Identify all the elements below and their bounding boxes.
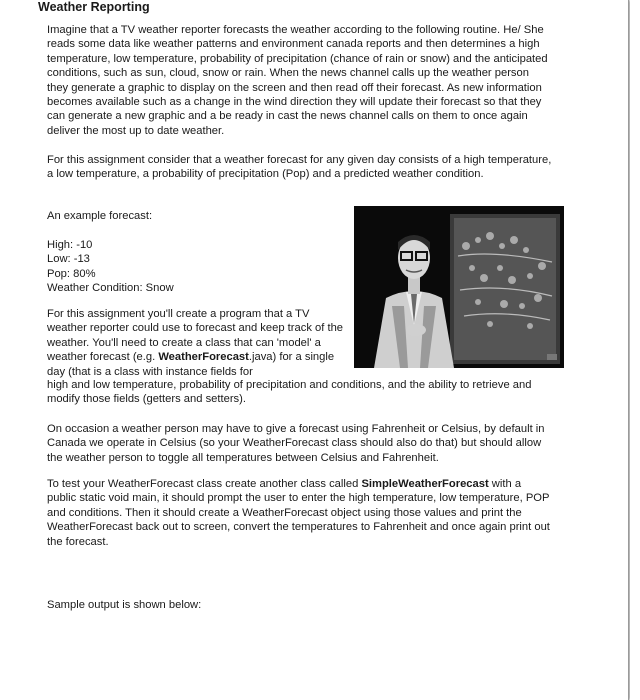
page-gutter	[630, 0, 640, 700]
temperature-units-paragraph: On occasion a weather person may have to give a forecast using Fahrenheit or Celsius, by default in Canada we operate in Celsius (so your WeatherForecast class should also do that) but should allow the weather person to toggle all temperatures between Celsius and Fahrenheit.	[47, 423, 545, 464]
forecast-high: High: -10	[47, 239, 93, 251]
assignment-definition-paragraph: For this assignment consider that a weather forecast for any given day consists of a high temperature, a low temperature, a probability of precipitation (Pop) and a predicted weather condition.	[47, 154, 552, 181]
testing-paragraph	[47, 477, 553, 549]
example-forecast-list	[47, 238, 174, 296]
program-paragraph-text-2: .java) for a single day (that is a class with instance fields for	[47, 351, 335, 378]
document-title: Weather Reporting	[38, 0, 150, 14]
weatherman-photo-illustration	[354, 206, 564, 368]
sample-output-label: Sample output is shown below:	[47, 599, 202, 611]
intro-paragraph: Imagine that a TV weather reporter forecasts the weather according to the following routine. He/ She reads some data like weather patterns and environment canada reports and then determines a high temperature, low temperature, probability of precipitation (chance of rain or snow) and the anticipated conditions, such as sun, cloud, snow or rain. When the news channel calls up the weather person they generate a graphic to display on the screen and then read off their forecast. As new information becomes available such as a change in the wind direction they will update their forecast so that they can generate a new graphic and a be ready in cast the news channel calls on them to once again deliver the most up to date weather.	[47, 24, 548, 137]
example-forecast-label: An example forecast:	[47, 210, 153, 222]
forecast-condition: Weather Condition: Snow	[47, 282, 174, 295]
testing-paragraph-text-2: with a public static void main, it should prompt the user to enter the high temperature, low temperature, POP and conditions. Then it should create a WeatherForecast object using those values and print the WeatherForecast back out to screen, convert the temperatures to Fahrenheit and once again print out the forecast.	[47, 478, 550, 548]
testing-paragraph-text-1: To test your WeatherForecast class create another class called	[47, 478, 362, 490]
forecast-low: Low: -13	[47, 253, 90, 266]
program-paragraph-end: high and low temperature, probability of precipitation and conditions, and the ability to retrieve and modify those fields (getters and setters).	[47, 379, 532, 406]
program-paragraph-start	[47, 307, 347, 379]
program-paragraph-text-1: For this assignment you'll create a program that a TV weather reporter could use to forecast and keep track of the weather. You'll need to create a class that can 'model' a weather forecast (e.g.	[47, 308, 344, 364]
simpleweatherforecast-class-name: SimpleWeatherForecast	[361, 478, 489, 490]
weatherforecast-class-name: WeatherForecast	[158, 351, 249, 364]
forecast-pop: Pop: 80%	[47, 267, 96, 280]
weatherman-photo	[354, 206, 564, 368]
